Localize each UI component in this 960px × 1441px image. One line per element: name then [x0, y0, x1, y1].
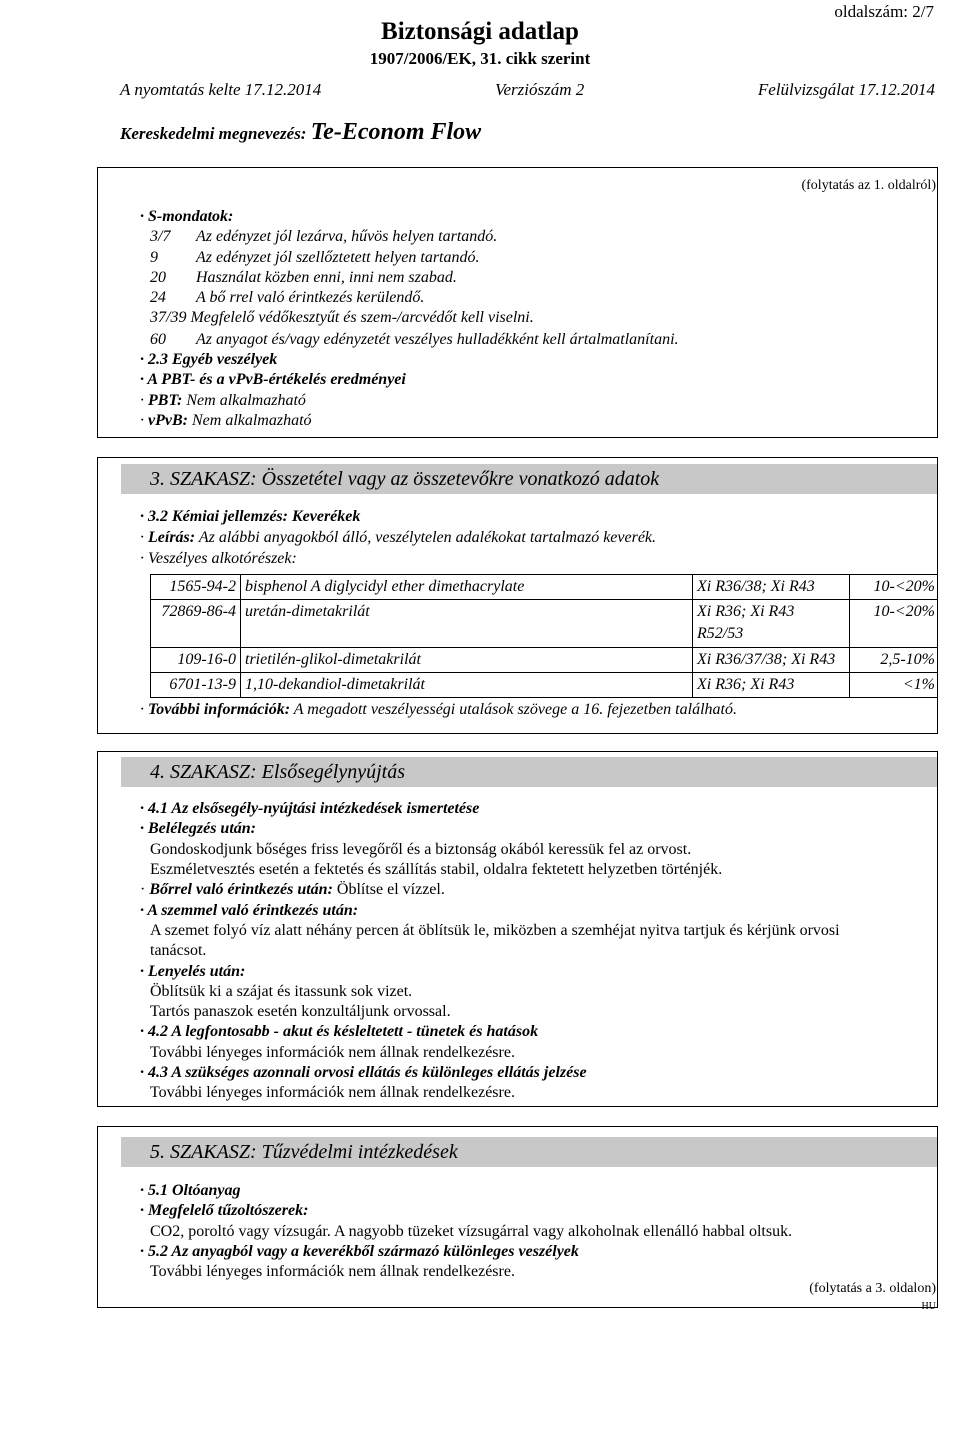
- conc-cell: 10-<20%: [873, 578, 935, 595]
- s-phrase-row: 3/7 Az edényzet jól lezárva, hűvös helyen tartandó.: [150, 228, 498, 245]
- extinguishing-media-label: · Megfelelő tűzoltószerek:: [140, 1202, 309, 1219]
- page-number: oldalszám: 2/7: [834, 2, 934, 21]
- inhalation-text: Gondoskodjunk bőséges friss levegőről és a biztonság okából keressük fel az orvost.: [150, 841, 692, 858]
- other-hazards-heading: · 2.3 Egyéb veszélyek: [140, 351, 278, 368]
- table-row: [150, 647, 938, 673]
- version: Verziószám 2: [494, 80, 585, 99]
- inhalation-label: · Belélegzés után:: [140, 820, 256, 837]
- s51-heading: · 5.1 Oltóanyag: [140, 1182, 241, 1199]
- s-phrase-row: 60 Az anyagot és/vagy edényzetét veszélyes hulladékként kell ártalmatlanítani.: [150, 331, 679, 348]
- ingestion-label: · Lenyelés után:: [140, 963, 246, 980]
- s41-heading: · 4.1 Az elsősegély-nyújtási intézkedések ismertetése: [140, 800, 480, 817]
- table-row: [150, 574, 938, 600]
- cas-cell: 72869-86-4: [151, 600, 241, 647]
- cas-cell: 1565-94-2: [151, 575, 241, 599]
- eye-contact-text: tanácsot.: [150, 942, 207, 959]
- class-cell: Xi R36; Xi R43: [693, 673, 850, 697]
- class-cell: Xi R36; Xi R43 R52/53: [693, 600, 850, 647]
- name-cell: uretán-dimetakrilát: [241, 600, 693, 647]
- skin-contact-line: · Bőrrel való érintkezés után: Öblítse el vízzel.: [140, 881, 445, 898]
- table-row: [150, 672, 938, 698]
- ingestion-text: Öblítsük ki a szájat és itassunk sok vizet.: [150, 983, 413, 1000]
- further-info-line: · További információk: A megadott veszélyességi utalások szövege a 16. fejezetben található.: [140, 701, 737, 718]
- trade-name-label: Kereskedelmi megnevezés:: [120, 124, 307, 143]
- vpvb-line: · vPvB: Nem alkalmazható: [140, 412, 312, 429]
- s42-heading: · 4.2 A legfontosabb - akut és késleltetett - tünetek és hatások: [140, 1023, 539, 1040]
- chem-char-heading: · 3.2 Kémiai jellemzés: Keverékek: [140, 508, 361, 525]
- section-5-title: 5. SZAKASZ: Tűzvédelmi intézkedések: [121, 1137, 937, 1167]
- document-title: Biztonsági adatlap: [381, 18, 579, 45]
- continues-note: (folytatás a 3. oldalon): [809, 1281, 936, 1296]
- name-cell: 1,10-dekandiol-dimetakrilát: [241, 673, 693, 697]
- s43-text: További lényeges információk nem állnak rendelkezésre.: [150, 1084, 515, 1101]
- s-phrase-row: 37/39 Megfelelő védőkesztyűt és szem-/arcvédőt kell viselni.: [150, 309, 534, 326]
- s52-text: További lényeges információk nem állnak rendelkezésre.: [150, 1263, 515, 1280]
- hazardous-components-label: · Veszélyes alkotórészek:: [140, 550, 297, 567]
- conc-cell: 10-<20%: [873, 603, 935, 620]
- cas-cell: 109-16-0: [151, 648, 241, 672]
- inhalation-text: Eszméletvesztés esetén a fektetés és szállítás stabil, oldalra fektetett helyzetben történjék.: [150, 861, 723, 878]
- meta-row: [120, 80, 935, 100]
- s-phrase-row: 24 A bő rrel való érintkezés kerülendő.: [150, 289, 425, 306]
- class-cell: Xi R36/37/38; Xi R43: [693, 648, 850, 672]
- pbt-line: · PBT: Nem alkalmazható: [140, 392, 306, 409]
- document-subtitle: 1907/2006/EK, 31. cikk szerint: [369, 49, 591, 68]
- class-cell: Xi R36/38; Xi R43: [693, 575, 850, 599]
- eye-contact-label: · A szemmel való érintkezés után:: [140, 902, 359, 919]
- continued-note: (folytatás az 1. oldalról): [801, 178, 936, 193]
- s52-heading: · 5.2 Az anyagból vagy a keverékből származó különleges veszélyek: [140, 1243, 579, 1260]
- cas-cell: 6701-13-9: [151, 673, 241, 697]
- section-4-title: 4. SZAKASZ: Elsősegélynyújtás: [121, 757, 937, 787]
- name-cell: trietilén-glikol-dimetakrilát: [241, 648, 693, 672]
- revision-date: Felülvizsgálat 17.12.2014: [757, 80, 935, 99]
- name-cell: bisphenol A diglycidyl ether dimethacrylate: [241, 575, 693, 599]
- table-row: [150, 599, 938, 648]
- pbt-results-heading: · A PBT- és a vPvB-értékelés eredményei: [140, 371, 406, 388]
- language-code: HU: [921, 1301, 936, 1312]
- s-phrase-row: 9 Az edényzet jól szellőztetett helyen tartandó.: [150, 249, 480, 266]
- ingestion-text: Tartós panaszok esetén konzultáljunk orvossal.: [150, 1003, 451, 1020]
- conc-cell: <1%: [902, 676, 935, 693]
- s-phrase-row: 20 Használat közben enni, inni nem szabad.: [150, 269, 457, 286]
- section-3-title: 3. SZAKASZ: Összetétel vagy az összetevőkre vonatkozó adatok: [121, 464, 937, 494]
- eye-contact-text: A szemet folyó víz alatt néhány percen át öblítsük le, miközben a szemhéjat nyitva tartjuk és kérjünk orvosi: [150, 922, 840, 939]
- s-phrases-heading: · S-mondatok:: [140, 208, 234, 225]
- trade-name-row: [120, 119, 481, 146]
- s43-heading: · 4.3 A szükséges azonnali orvosi ellátás és különleges ellátás jelzése: [140, 1064, 587, 1081]
- extinguishing-media-text: CO2, poroltó vagy vízsugár. A nagyobb tüzeket vízsugárral vagy alkoholnak ellenálló habbal oltsuk.: [150, 1223, 793, 1240]
- trade-name-value: Te-Econom Flow: [310, 119, 482, 145]
- print-date: A nyomtatás kelte 17.12.2014: [120, 80, 322, 99]
- description-line: · Leírás: Az alábbi anyagokból álló, veszélytelen adalékokat tartalmazó keverék.: [140, 529, 657, 546]
- s42-text: További lényeges információk nem állnak rendelkezésre.: [150, 1044, 515, 1061]
- conc-cell: 2,5-10%: [880, 651, 935, 668]
